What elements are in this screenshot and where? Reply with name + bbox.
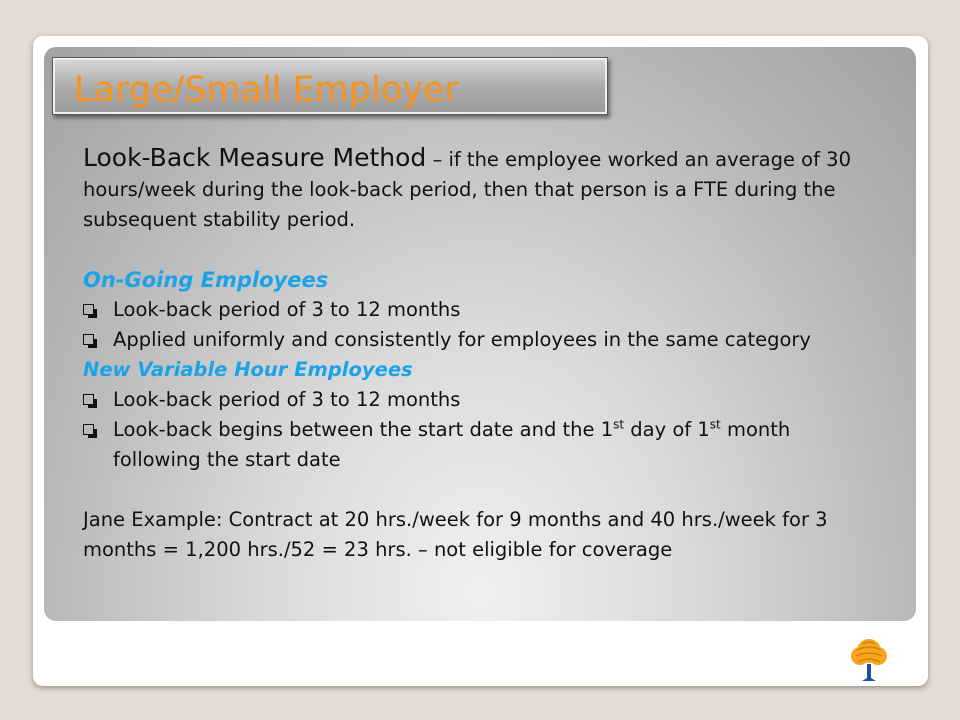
spacer — [83, 235, 863, 265]
intro-lead: Look-Back Measure Method — [83, 143, 427, 172]
superscript: st — [709, 417, 721, 432]
list-item — [83, 415, 863, 475]
list-item — [83, 295, 863, 325]
spacer — [83, 475, 863, 505]
list-item — [83, 385, 863, 415]
tree-crown — [851, 639, 887, 665]
list-item-text: Look-back period of 3 to 12 months — [113, 298, 461, 321]
list-item-text: Applied uniformly and consistently for employees in the same category — [113, 328, 811, 351]
slide-body — [83, 143, 863, 565]
list-item-text-c: month following the start date — [113, 418, 791, 471]
tree-logo-icon — [848, 638, 890, 682]
new-heading: New Variable Hour Employees — [83, 358, 413, 381]
tree-trunk — [862, 664, 876, 681]
intro-rest: – if the employee worked an average of 30 hours/week during the look-back period, then that person is a FTE during the subsequent stability period. — [83, 148, 851, 231]
example-paragraph: Jane Example: Contract at 20 hrs./week for 9 months and 40 hrs./week for 3 months = 1,200 hrs./52 = 23 hrs. – not eligible for coverage — [83, 508, 828, 561]
list-item-text-a: Look-back begins between the start date and the 1 — [113, 418, 614, 441]
checkbox-bullet-icon — [83, 334, 94, 345]
list-item-text: Look-back period of 3 to 12 months — [113, 388, 461, 411]
ongoing-list — [83, 295, 863, 355]
ongoing-heading: On-Going Employees — [83, 268, 329, 292]
checkbox-bullet-icon — [83, 304, 94, 315]
list-item — [83, 325, 863, 355]
intro-paragraph — [83, 143, 863, 235]
slide-title: Large/Small Employer — [74, 70, 459, 110]
list-item-text-b: day of 1 — [624, 418, 710, 441]
superscript: st — [613, 417, 625, 432]
checkbox-bullet-icon — [83, 424, 94, 435]
checkbox-bullet-icon — [83, 394, 94, 405]
new-list — [83, 385, 863, 475]
